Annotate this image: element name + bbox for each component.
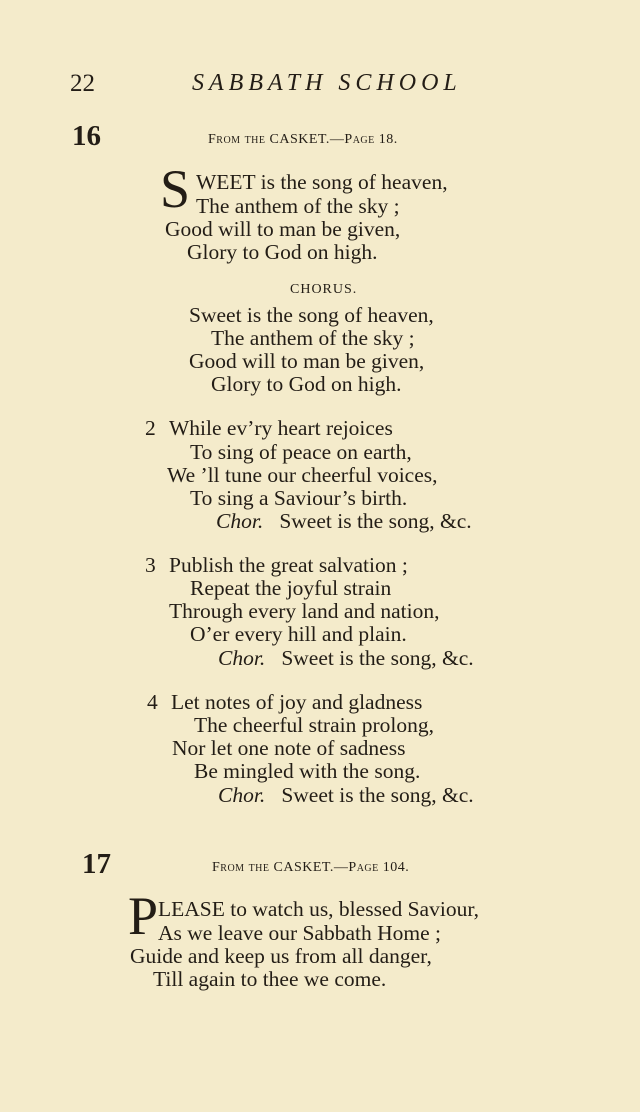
- hymn-17-verse-1-line-1: LEASE to watch us, blessed Saviour,: [158, 897, 479, 921]
- hymn-16-verse-3-line-1: 3 Publish the great salvation ;: [145, 553, 408, 577]
- chorus-label: CHORUS.: [290, 282, 358, 297]
- hymn-16-verse-2-line-1: 2 While ev’ry heart rejoices: [145, 416, 393, 440]
- hymn-16-verse-1-line-1: WEET is the song of heaven,: [196, 170, 448, 194]
- hymn-17-source: From the CASKET.—Page 104.: [212, 860, 410, 875]
- hymn-16-verse-2-line-4: To sing a Saviour’s birth.: [190, 486, 408, 510]
- hymn-17-verse-1-line-3: Guide and keep us from all danger,: [130, 944, 432, 968]
- hymn-16-source: From the CASKET.—Page 18.: [208, 132, 398, 147]
- chorus-line-2: The anthem of the sky ;: [211, 326, 415, 350]
- hymn-number-17: 17: [82, 848, 111, 880]
- hymn-16-verse-2-line-3: We ’ll tune our cheerful voices,: [167, 463, 438, 487]
- hymn-16-verse-3-line-2: Repeat the joyful strain: [190, 576, 392, 600]
- drop-cap-p: P: [128, 886, 159, 946]
- hymn-16-verse-3-line-3: Through every land and nation,: [169, 599, 440, 623]
- hymn-number-16: 16: [72, 120, 101, 152]
- hymn-17-verse-1-line-4: Till again to thee we come.: [153, 967, 387, 991]
- hymn-16-verse-4-line-4: Be mingled with the song.: [194, 759, 421, 783]
- hymn-16-verse-2-chorus-ref: Chor. Sweet is the song, &c.: [216, 509, 472, 533]
- chorus-line-1: Sweet is the song of heaven,: [189, 303, 434, 327]
- chorus-line-3: Good will to man be given,: [189, 349, 425, 373]
- hymn-16-verse-4-line-3: Nor let one note of sadness: [172, 736, 406, 760]
- running-head: SABBATH SCHOOL: [192, 70, 462, 96]
- verse-number: 3: [145, 553, 156, 577]
- page-number: 22: [70, 70, 95, 97]
- hymn-16-verse-2-line-2: To sing of peace on earth,: [190, 440, 412, 464]
- hymn-16-verse-4-line-2: The cheerful strain prolong,: [194, 713, 434, 737]
- hymn-16-verse-3-line-4: O’er every hill and plain.: [190, 622, 407, 646]
- hymn-16-verse-1-line-4: Glory to God on high.: [187, 240, 378, 264]
- verse-number: 2: [145, 416, 156, 440]
- chorus-line-4: Glory to God on high.: [211, 372, 402, 396]
- hymn-16-verse-3-chorus-ref: Chor. Sweet is the song, &c.: [218, 646, 474, 670]
- drop-cap-s: S: [160, 159, 191, 219]
- hymn-16-verse-4-line-1: 4 Let notes of joy and gladness: [147, 690, 423, 714]
- hymn-17-verse-1-line-2: As we leave our Sabbath Home ;: [158, 921, 442, 945]
- hymn-16-verse-4-chorus-ref: Chor. Sweet is the song, &c.: [218, 783, 474, 807]
- hymn-16-verse-1-line-2: The anthem of the sky ;: [196, 194, 400, 218]
- hymn-16-verse-1-line-3: Good will to man be given,: [165, 217, 401, 241]
- verse-number: 4: [147, 690, 158, 714]
